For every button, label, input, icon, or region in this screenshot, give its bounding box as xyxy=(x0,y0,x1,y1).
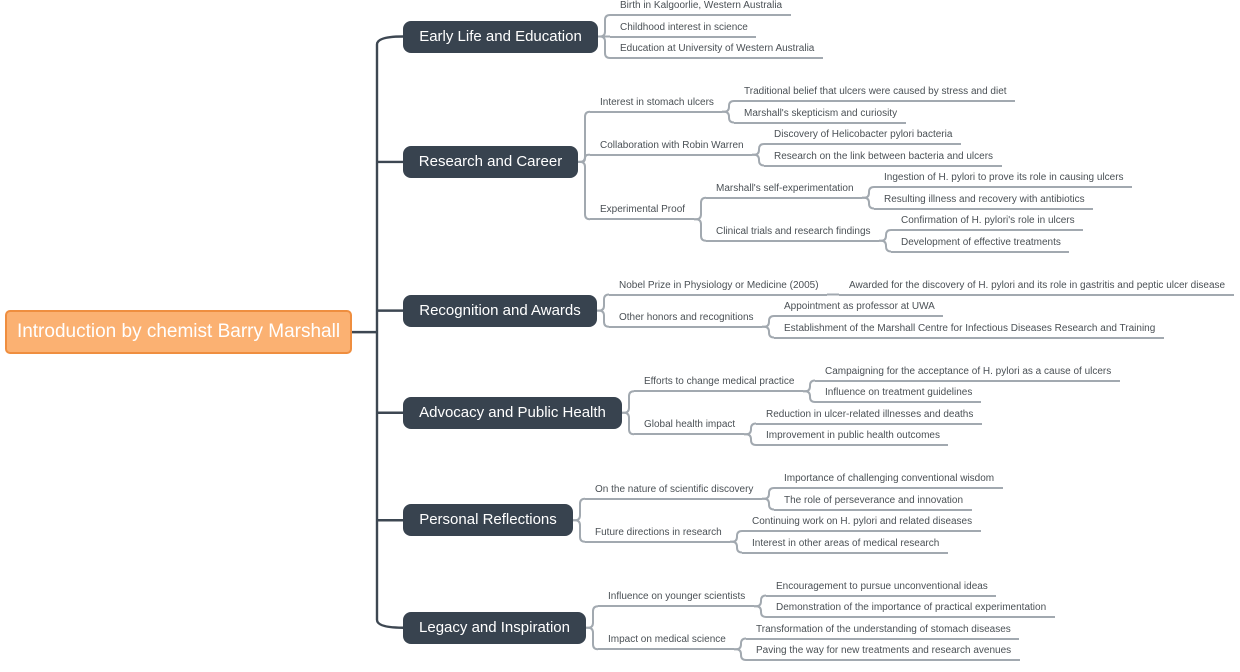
node-importance-of-challenging-conventional-wisdom[interactable]: Importance of challenging conventional wisdom xyxy=(774,470,1003,489)
connector-line xyxy=(879,241,891,252)
connector-line xyxy=(734,639,746,650)
connector-line xyxy=(622,391,634,413)
connector-line xyxy=(377,37,403,628)
connector-line xyxy=(803,391,815,402)
connector-line xyxy=(586,606,598,628)
node-introduction-by-chemist-barry-marshall[interactable]: Introduction by chemist Barry Marshall xyxy=(5,310,352,354)
node-global-health-impact[interactable]: Global health impact xyxy=(634,416,744,435)
connector-line xyxy=(586,628,598,650)
node-the-role-of-perseverance-and-innovation[interactable]: The role of perseverance and innovation xyxy=(774,492,972,511)
node-campaigning-for-the-acceptance-of-h-pylori-as-a-[interactable]: Campaigning for the acceptance of H. pylori as a cause of ulcers xyxy=(815,363,1120,382)
node-influence-on-treatment-guidelines[interactable]: Influence on treatment guidelines xyxy=(815,384,981,403)
connector-line xyxy=(598,37,610,59)
connector-line xyxy=(762,499,774,510)
node-development-of-effective-treatments[interactable]: Development of effective treatments xyxy=(891,234,1069,253)
connector-line xyxy=(578,162,590,219)
connector-line xyxy=(694,219,706,241)
connector-line xyxy=(762,327,774,338)
node-collaboration-with-robin-warren[interactable]: Collaboration with Robin Warren xyxy=(590,137,752,156)
connector-line xyxy=(622,413,634,435)
node-demonstration-of-the-importance-of-practical-exp[interactable]: Demonstration of the importance of practical experimentation xyxy=(766,599,1055,618)
node-other-honors-and-recognitions[interactable]: Other honors and recognitions xyxy=(609,309,762,328)
node-nobel-prize-in-physiology-or-medicine-2005[interactable]: Nobel Prize in Physiology or Medicine (2005) xyxy=(609,277,827,296)
node-interest-in-other-areas-of-medical-research[interactable]: Interest in other areas of medical research xyxy=(742,535,948,554)
connector-line xyxy=(734,649,746,660)
connector-line xyxy=(862,198,874,209)
node-childhood-interest-in-science[interactable]: Childhood interest in science xyxy=(610,19,756,38)
node-efforts-to-change-medical-practice[interactable]: Efforts to change medical practice xyxy=(634,373,803,392)
node-paving-the-way-for-new-treatments-and-research-a[interactable]: Paving the way for new treatments and research avenues xyxy=(746,642,1020,661)
node-on-the-nature-of-scientific-discovery[interactable]: On the nature of scientific discovery xyxy=(585,481,762,500)
connector-line xyxy=(694,198,706,220)
node-birth-in-kalgoorlie-western-australia[interactable]: Birth in Kalgoorlie, Western Australia xyxy=(610,0,791,16)
node-appointment-as-professor-at-uwa[interactable]: Appointment as professor at UWA xyxy=(774,298,943,317)
node-clinical-trials-and-research-findings[interactable]: Clinical trials and research findings xyxy=(706,223,879,242)
node-awarded-for-the-discovery-of-h-pylori-and-its-ro[interactable]: Awarded for the discovery of H. pylori and its role in gastritis and peptic ulcer disease xyxy=(839,277,1234,296)
connector-line xyxy=(879,230,891,241)
connector-line xyxy=(862,187,874,198)
connector-line xyxy=(597,295,609,311)
connector-line xyxy=(722,101,734,112)
node-personal-reflections[interactable]: Personal Reflections xyxy=(403,504,573,536)
connector-line xyxy=(730,542,742,553)
node-legacy-and-inspiration[interactable]: Legacy and Inspiration xyxy=(403,612,586,644)
node-influence-on-younger-scientists[interactable]: Influence on younger scientists xyxy=(598,588,754,607)
node-early-life-and-education[interactable]: Early Life and Education xyxy=(403,21,598,53)
node-continuing-work-on-h-pylori-and-related-diseases[interactable]: Continuing work on H. pylori and related diseases xyxy=(742,513,981,532)
node-interest-in-stomach-ulcers[interactable]: Interest in stomach ulcers xyxy=(590,94,722,113)
connector-line xyxy=(754,596,766,607)
node-advocacy-and-public-health[interactable]: Advocacy and Public Health xyxy=(403,397,622,429)
node-reduction-in-ulcer-related-illnesses-and-deaths[interactable]: Reduction in ulcer-related illnesses and deaths xyxy=(756,406,982,425)
connector-line xyxy=(803,381,815,392)
connector-line xyxy=(597,311,609,327)
connector-line xyxy=(573,499,585,521)
connector-line xyxy=(744,434,756,445)
node-impact-on-medical-science[interactable]: Impact on medical science xyxy=(598,631,734,650)
connector-line xyxy=(754,606,766,617)
connector-line xyxy=(762,488,774,499)
connector-line xyxy=(730,531,742,542)
connector-line xyxy=(744,424,756,435)
connector-line xyxy=(573,520,585,542)
node-ingestion-of-h-pylori-to-prove-its-role-in-causi[interactable]: Ingestion of H. pylori to prove its role in causing ulcers xyxy=(874,169,1132,188)
node-encouragement-to-pursue-unconventional-ideas[interactable]: Encouragement to pursue unconventional ideas xyxy=(766,578,996,597)
node-traditional-belief-that-ulcers-were-caused-by-st[interactable]: Traditional belief that ulcers were caused by stress and diet xyxy=(734,83,1015,102)
connector-line xyxy=(762,316,774,327)
connector-line xyxy=(752,155,764,166)
node-improvement-in-public-health-outcomes[interactable]: Improvement in public health outcomes xyxy=(756,427,948,446)
node-confirmation-of-h-pylori-s-role-in-ulcers[interactable]: Confirmation of H. pylori's role in ulcers xyxy=(891,212,1083,231)
node-marshall-s-self-experimentation[interactable]: Marshall's self-experimentation xyxy=(706,180,862,199)
node-future-directions-in-research[interactable]: Future directions in research xyxy=(585,524,730,543)
connector-line xyxy=(598,15,610,37)
node-education-at-university-of-western-australia[interactable]: Education at University of Western Australia xyxy=(610,40,823,59)
node-marshall-s-skepticism-and-curiosity[interactable]: Marshall's skepticism and curiosity xyxy=(734,105,906,124)
node-recognition-and-awards[interactable]: Recognition and Awards xyxy=(403,295,597,327)
connector-line xyxy=(752,144,764,155)
node-research-and-career[interactable]: Research and Career xyxy=(403,146,578,178)
node-experimental-proof[interactable]: Experimental Proof xyxy=(590,201,694,220)
node-resulting-illness-and-recovery-with-antibiotics[interactable]: Resulting illness and recovery with antibiotics xyxy=(874,191,1093,210)
node-discovery-of-helicobacter-pylori-bacteria[interactable]: Discovery of Helicobacter pylori bacteria xyxy=(764,126,961,145)
node-transformation-of-the-understanding-of-stomach-d[interactable]: Transformation of the understanding of stomach diseases xyxy=(746,621,1019,640)
node-establishment-of-the-marshall-centre-for-infecti[interactable]: Establishment of the Marshall Centre for Infectious Diseases Research and Training xyxy=(774,320,1164,339)
connector-line xyxy=(722,112,734,123)
node-research-on-the-link-between-bacteria-and-ulcers[interactable]: Research on the link between bacteria and ulcers xyxy=(764,148,1002,167)
